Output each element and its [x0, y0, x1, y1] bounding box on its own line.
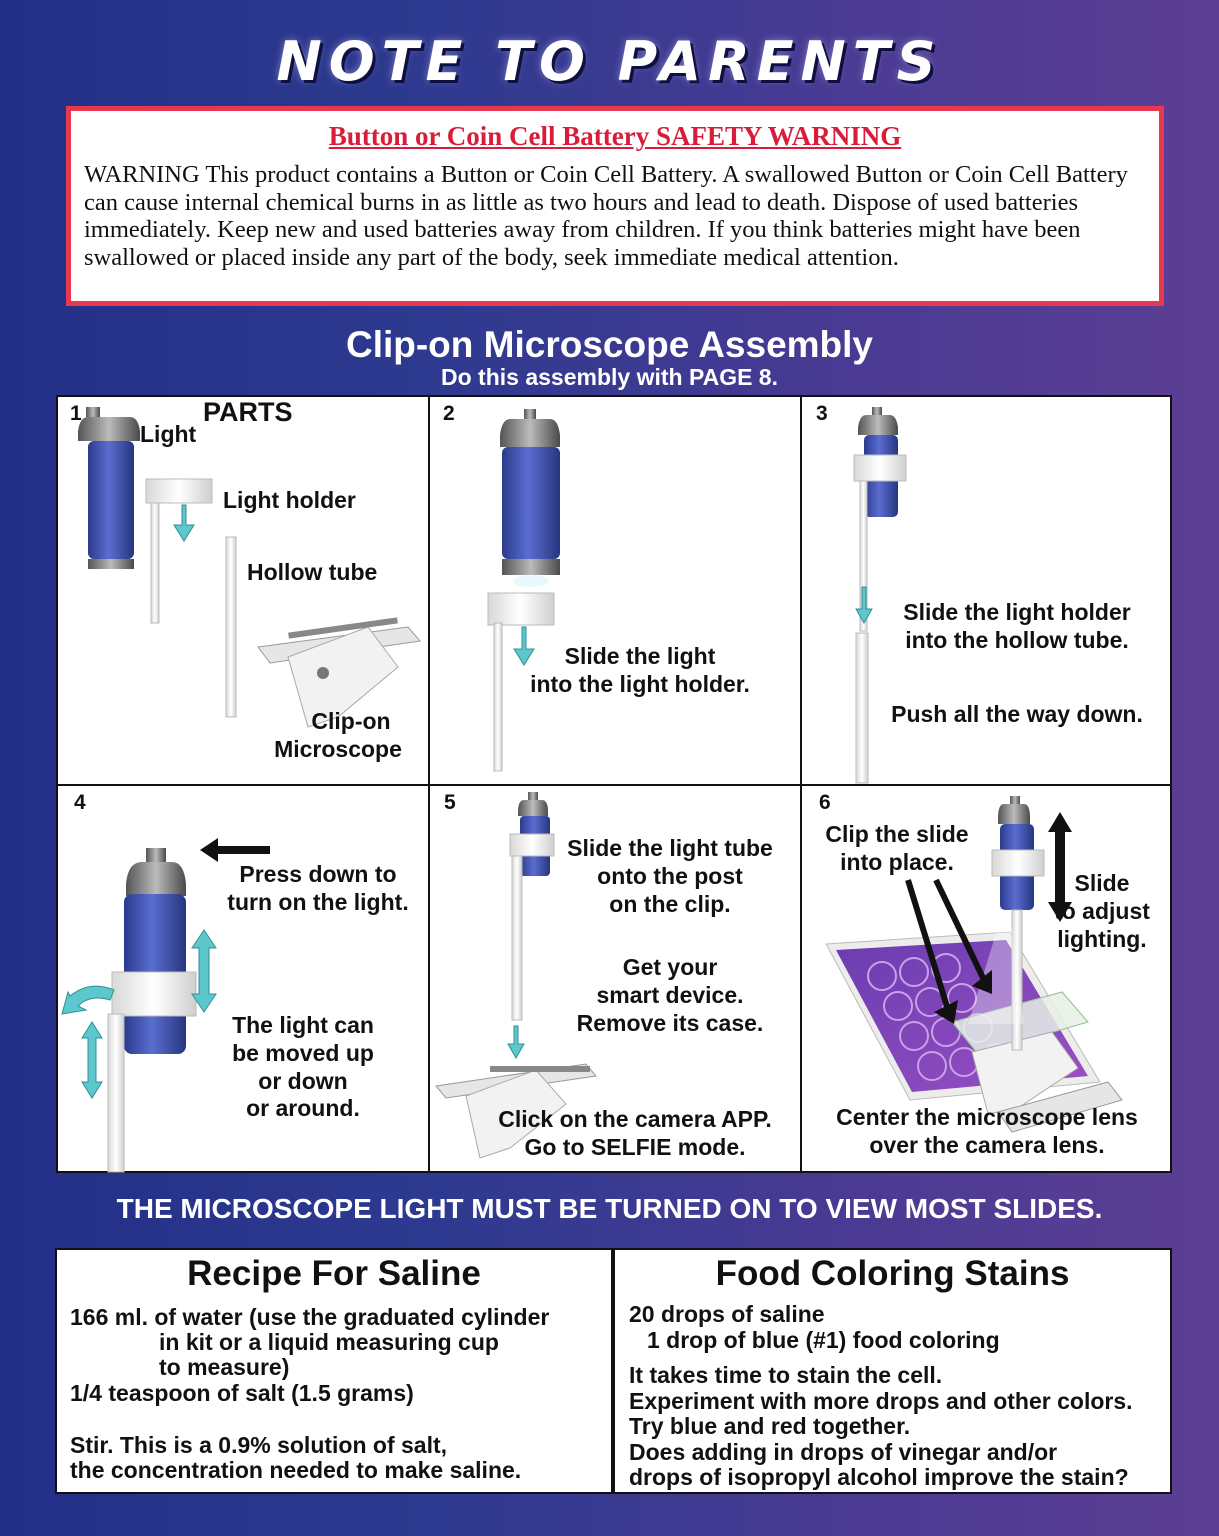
step-6-line-3: Slide: [1074, 870, 1130, 896]
light-cap: [858, 415, 898, 435]
assembly-title: Clip-on Microscope Assembly: [345, 324, 873, 365]
light-glow: [513, 575, 549, 587]
light-base: [88, 559, 134, 569]
step-3-line-2: into the hollow tube.: [905, 627, 1129, 653]
step-5-line-1: Slide the light tube: [567, 835, 773, 861]
light-base: [502, 559, 560, 575]
light-holder-post: [151, 503, 159, 623]
light-holder-clip: [112, 972, 196, 1016]
battery-warning-box: [66, 106, 1164, 306]
saline-line-6: the concentration needed to make saline.: [70, 1457, 522, 1483]
light-button: [524, 409, 536, 419]
light-cap: [126, 862, 186, 896]
step-5-panel: [430, 786, 802, 1173]
light-cap: [78, 417, 140, 441]
step-4-line-3: The light can: [232, 1012, 374, 1038]
saline-recipe-box: [55, 1248, 613, 1494]
step-6-line-4: to adjust: [1054, 898, 1150, 924]
step-number: 2: [443, 402, 455, 425]
arrow-down-icon: [508, 1026, 524, 1058]
step-4-panel: [58, 786, 430, 1173]
light-banner: THE MICROSCOPE LIGHT MUST BE TURNED ON TO VIEW MOST SLIDES.: [116, 1193, 1103, 1224]
stains-line-2: 1 drop of blue (#1) food coloring: [647, 1327, 1000, 1353]
light-holder-clip: [146, 479, 212, 503]
light-button: [872, 407, 882, 415]
step-2-panel: [430, 397, 802, 786]
step-2-line-2: into the light holder.: [530, 671, 750, 697]
rotate-arrow-icon: [62, 986, 114, 1014]
arrow-updown-icon: [82, 1022, 102, 1098]
label-light-holder: Light holder: [223, 487, 356, 513]
light-body: [88, 441, 134, 559]
step-2-illustration: [430, 397, 802, 786]
warning-body: WARNING This product contains a Button or Coin Cell Battery. A swallowed Button or Coin Cell Battery can cause internal chemical burns in as little as two hours and lead to death. Dispose of used batteries immediately. Keep new and used batteries away from children. If you think batteries might have been swallowed or placed inside any part of the body, seek immediate medical attention.: [84, 161, 1128, 271]
light-cap: [998, 804, 1030, 824]
saline-line-3: to measure): [159, 1354, 290, 1380]
label-clip-on: Clip-on: [311, 708, 391, 734]
hollow-tube: [226, 537, 236, 717]
step-1-panel: [58, 397, 430, 786]
light-holder-clip: [992, 850, 1044, 876]
hollow-tube: [856, 633, 868, 783]
light-button: [1010, 796, 1020, 804]
step-5-line-3: on the clip.: [609, 891, 731, 917]
step-3-panel: [802, 397, 1172, 786]
light-button: [146, 848, 166, 862]
stains-line-5: Try blue and red together.: [629, 1413, 911, 1439]
stains-line-6: Does adding in drops of vinegar and/or: [629, 1439, 1058, 1465]
light-holder-clip: [854, 455, 906, 481]
step-5-line-7: Click on the camera APP.: [498, 1106, 772, 1132]
step-number: 5: [444, 791, 456, 814]
saline-title: Recipe For Saline: [187, 1254, 481, 1293]
step-number: 3: [816, 402, 828, 425]
step-5-line-6: Remove its case.: [576, 1010, 764, 1036]
clip-pivot: [317, 667, 329, 679]
saline-line-2: in kit or a liquid measuring cup: [159, 1329, 499, 1355]
step-2-line-1: Slide the light: [564, 643, 716, 669]
step-4-line-4: be moved up: [232, 1040, 374, 1066]
step-3-line-3: Push all the way down.: [891, 701, 1143, 727]
step-5-line-4: Get your: [622, 954, 718, 980]
arrow-left-icon: [200, 838, 270, 862]
light-holder-clip: [488, 593, 554, 625]
step-4-line-1: Press down to: [239, 861, 397, 887]
stains-line-7: drops of isopropyl alcohol improve the stain?: [629, 1464, 1129, 1490]
step-6-line-2: into place.: [840, 849, 954, 875]
post: [108, 1014, 124, 1172]
step-4-line-5: or down: [258, 1068, 348, 1094]
label-light: Light: [140, 421, 197, 447]
light-button: [86, 407, 100, 417]
saline-line-1: 166 ml. of water (use the graduated cylinder: [70, 1304, 550, 1330]
step-4-line-6: or around.: [246, 1095, 360, 1121]
light-body: [502, 447, 560, 559]
stains-line-4: Experiment with more drops and other colors.: [629, 1388, 1133, 1414]
step-6-line-1: Clip the slide: [825, 821, 969, 847]
step-number: 4: [74, 791, 86, 814]
step-6-line-7: over the camera lens.: [869, 1132, 1105, 1158]
arrow-updown-icon: [192, 930, 216, 1012]
page-title: NOTE TO PARENTS: [276, 30, 943, 93]
label-hollow-tube: Hollow tube: [247, 559, 378, 585]
step-5-line-8: Go to SELFIE mode.: [524, 1134, 746, 1160]
light-cap: [518, 800, 548, 816]
step-6-line-6: Center the microscope lens: [836, 1104, 1138, 1130]
light-button: [528, 792, 538, 800]
stains-line-3: It takes time to stain the cell.: [629, 1362, 943, 1388]
step-5-line-2: onto the post: [597, 863, 743, 889]
assembly-subtitle: Do this assembly with PAGE 8.: [441, 364, 778, 390]
warning-title: Button or Coin Cell Battery SAFETY WARNING: [328, 121, 902, 151]
saline-line-4: 1/4 teaspoon of salt (1.5 grams): [70, 1380, 414, 1406]
stains-title: Food Coloring Stains: [715, 1254, 1070, 1293]
stains-line-1: 20 drops of saline: [629, 1301, 825, 1327]
step-5-line-5: smart device.: [596, 982, 744, 1008]
saline-line-5: Stir. This is a 0.9% solution of salt,: [70, 1432, 448, 1458]
step-6-line-5: lighting.: [1057, 926, 1147, 952]
step-number: 6: [819, 791, 831, 814]
arrow-down-icon: [856, 587, 872, 623]
assembly-grid: [56, 395, 1172, 1173]
light-tube: [512, 856, 522, 1020]
step-3-line-1: Slide the light holder: [903, 599, 1131, 625]
light-cap: [500, 419, 560, 447]
parts-heading: PARTS: [203, 397, 293, 427]
label-microscope: Microscope: [274, 736, 402, 762]
arrow-down-icon: [174, 505, 194, 541]
stains-box: [613, 1248, 1172, 1494]
step-4-line-2: turn on the light.: [227, 889, 409, 915]
clip-rail: [490, 1066, 590, 1072]
step-number: 1: [70, 402, 82, 425]
step-6-panel: [802, 786, 1172, 1173]
